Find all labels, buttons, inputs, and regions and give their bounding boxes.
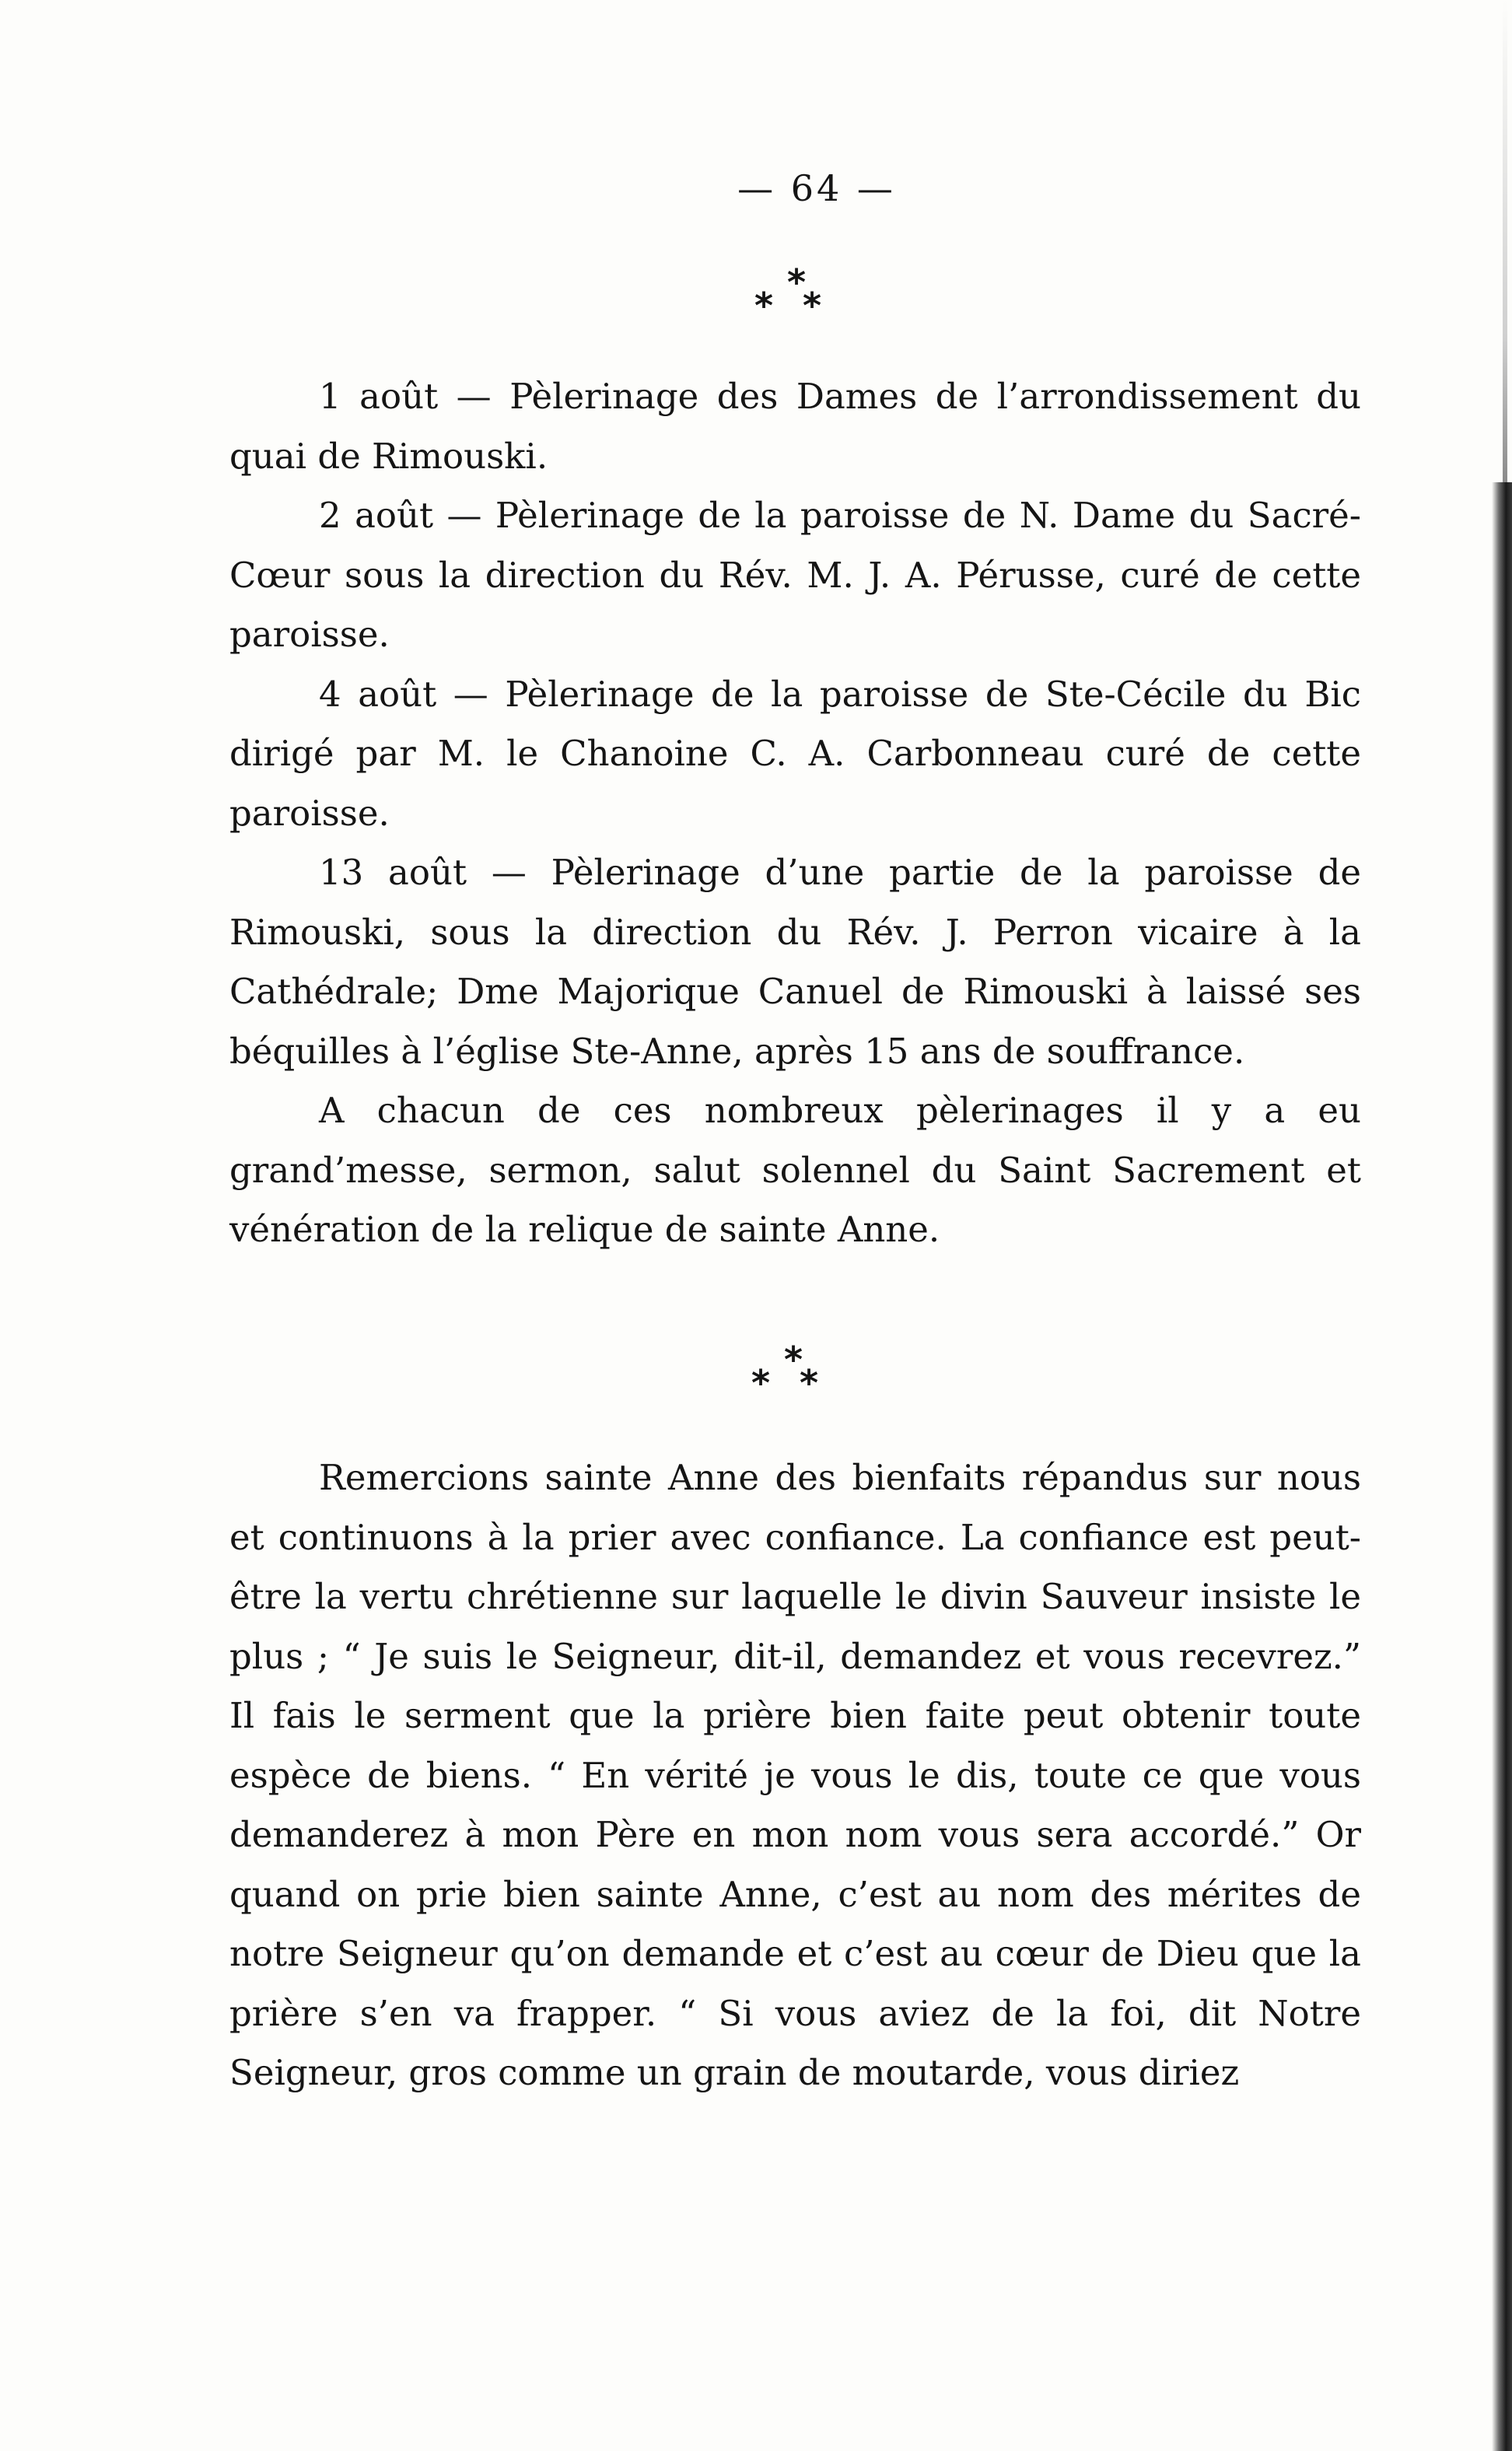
- asterism-divider: [751, 1339, 845, 1404]
- asterisk-icon: *: [784, 1339, 803, 1381]
- scan-edge-shadow: [1492, 482, 1512, 2451]
- paragraph: 13 août — Pèlerinage d’une partie de la paroisse de Rimouski, sous la direction du Rév. J. Perron vicaire à la Cathédrale; Dme Majorique Canuel de Rimouski à laissé ses béquilles à l’église Ste-Anne, après 15 ans de souffrance.: [229, 852, 1361, 1072]
- paragraph: 4 août — Pèlerinage de la paroisse de Ste-Cécile du Bic dirigé par M. le Chanoine C. A. Carbonneau curé de cette paroisse.: [229, 673, 1361, 834]
- asterisk-icon: *: [754, 285, 774, 327]
- pilgrimage-list: [229, 367, 1361, 1260]
- asterisk-icon: *: [751, 1362, 771, 1404]
- asterism-divider: [754, 261, 848, 327]
- asterisk-icon: *: [803, 285, 822, 327]
- asterisk-icon: *: [787, 261, 807, 303]
- asterisk-icon: *: [800, 1362, 819, 1404]
- scan-edge-shadow: [1503, 0, 1507, 482]
- paragraph: Remercions sainte Anne des bienfaits répandus sur nous et continuons à la prier avec confiance. La confiance est peut-être la vertu chrétienne sur laquelle le divin Sauveur insiste le plus ; “ Je suis le Seigneur, dit-il, demandez et vous recevrez.” Il fais le serment que la prière bien faite peut obtenir toute espèce de biens. “ En vérité je vous le dis, toute ce que vous demanderez à mon Père en mon nom vous sera accordé.” Or quand on prie bien sainte Anne, c’est au nom des mérites de notre Seigneur qu’on demande et c’est au cœur de Dieu que la prière s’en va frapper. “ Si vous aviez de la foi, dit Notre Seigneur, gros comme un grain de moutarde, vous diriez: [229, 1457, 1361, 2093]
- paragraph: 1 août — Pèlerinage des Dames de l’arrondissement du quai de Rimouski.: [229, 376, 1361, 477]
- paragraph: 2 août — Pèlerinage de la paroisse de N. Dame du Sacré-Cœur sous la direction du Rév. M. J. A. Pérusse, curé de cette paroisse.: [229, 495, 1361, 655]
- paragraph: A chacun de ces nombreux pèlerinages il y a eu grand’messe, sermon, salut solennel du Saint Sacrement et vénération de la relique de sainte Anne.: [229, 1090, 1361, 1250]
- exhortation-text: [229, 1448, 1361, 2103]
- page-number: — 64 —: [737, 167, 896, 209]
